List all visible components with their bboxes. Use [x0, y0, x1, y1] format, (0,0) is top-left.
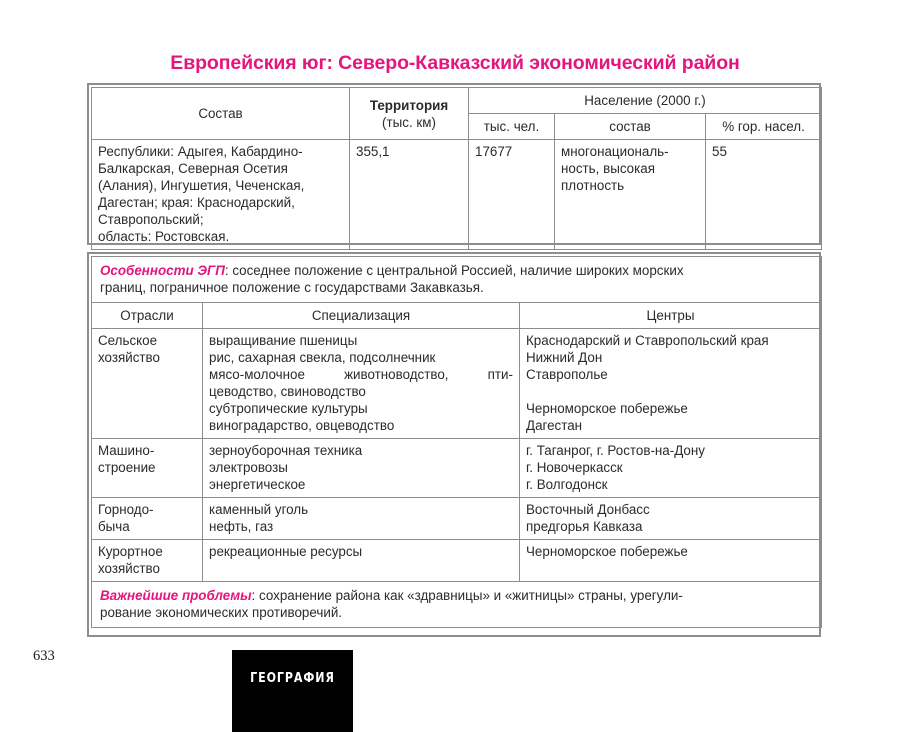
note-egp-text1: : соседнее положение с центральной Россией, наличие широких морских [224, 263, 684, 278]
table-row [92, 540, 822, 582]
note-egp-row [92, 257, 822, 303]
brand-box [232, 650, 353, 732]
population-structure-line: многонациональ- [561, 144, 669, 160]
header-territory-line1: Территория [369, 97, 449, 113]
centers-line: Восточный Донбасс [526, 502, 650, 518]
cell-specialization [203, 498, 520, 540]
note-egp [92, 257, 822, 303]
page-title: Европейския юг: Северо-Кавказский экономический район [170, 52, 740, 74]
specialization-line: зерноуборочная техника [209, 443, 363, 459]
cell-specialization [203, 329, 520, 439]
cell-specialization [203, 439, 520, 498]
centers-line: Черноморское побережье [526, 401, 688, 417]
composition-line: Республики: Адыгея, Кабардино- [98, 144, 303, 160]
composition-table-grid [91, 87, 822, 250]
cell-centers [520, 498, 822, 540]
cell-centers [520, 540, 822, 582]
table-row [92, 498, 822, 540]
note-problems-line2: рование экономических противоречий. [100, 605, 343, 621]
composition-line: Балкарская, Северная Осетия [98, 161, 288, 177]
economy-table [87, 252, 821, 637]
cell-branch [92, 439, 203, 498]
note-problems-row [92, 582, 822, 628]
centers-line: Краснодарский и Ставропольский края [526, 333, 769, 349]
centers-line: г. Таганрог, г. Ростов-на-Дону [526, 443, 705, 459]
centers-line: г. Волгодонск [526, 477, 608, 493]
header-population-structure: состав [555, 114, 706, 140]
note-problems-line1 [100, 587, 813, 604]
branch-line: Курортное [98, 544, 163, 560]
composition-line: область: Ростовская. [98, 229, 230, 245]
centers-line: Черноморское побережье [526, 544, 688, 560]
economy-table-body [92, 257, 822, 628]
header-population-thousands: тыс. чел. [469, 114, 555, 140]
note-problems [92, 582, 822, 628]
cell-urban-percent-value: 55 [706, 140, 822, 250]
specialization-line: виноградарство, овцеводство [209, 418, 395, 434]
cell-composition [92, 140, 350, 250]
economy-table-grid [91, 256, 822, 628]
cell-population-thousands-value: 17677 [469, 140, 555, 250]
note-egp-line2: границ, пограничное положение с государствами Закавказья. [100, 280, 484, 296]
economy-header-row [92, 303, 822, 329]
cell-branch [92, 498, 203, 540]
centers-line: г. Новочеркасск [526, 460, 623, 476]
centers-line: Ставрополье [526, 367, 608, 383]
branch-line: хозяйство [98, 350, 160, 366]
cell-centers [520, 439, 822, 498]
table-row [92, 439, 822, 498]
centers-line: Нижний Дон [526, 350, 603, 366]
specialization-line: электровозы [209, 460, 288, 476]
header-territory-line2: (тыс. км) [382, 114, 436, 130]
branch-line: Горнодо- [98, 502, 154, 518]
population-structure-line: плотность [561, 178, 625, 194]
specialization-line: субтропические культуры [209, 401, 368, 417]
specialization-line: мясо-молочное животноводство, пти- [209, 367, 513, 383]
branch-line: быча [98, 519, 130, 535]
branch-line: строение [98, 460, 156, 476]
note-egp-label: Особенности ЭГП [100, 263, 225, 278]
specialization-line: рис, сахарная свекла, подсолнечник [209, 350, 436, 366]
composition-line: Ставропольский; [98, 212, 204, 228]
header-centers: Центры [520, 303, 822, 329]
specialization-line: выращивание пшеницы [209, 333, 358, 349]
header-composition: Состав [92, 88, 350, 140]
header-population-group: Население (2000 г.) [469, 88, 822, 114]
composition-table [87, 83, 821, 245]
header-urban-percent: % гор. насел. [706, 114, 822, 140]
header-branches: Отрасли [92, 303, 203, 329]
branch-line: Сельское [98, 333, 158, 349]
specialization-line: рекреационные ресурсы [209, 544, 363, 560]
header-territory [350, 88, 469, 140]
note-egp-line1 [100, 262, 813, 279]
population-structure-line: ность, высокая [561, 161, 655, 177]
specialization-line-blank [209, 560, 513, 577]
cell-branch [92, 329, 203, 439]
composition-table-body [92, 140, 822, 250]
centers-line: Дагестан [526, 418, 583, 434]
specialization-line: каменный уголь [209, 502, 309, 518]
centers-line-blank [526, 560, 815, 577]
header-specialization: Специализация [203, 303, 520, 329]
brand-label: ГЕОГРАФИЯ [250, 670, 335, 686]
specialization-line: цеводство, свиноводство [209, 384, 366, 400]
note-problems-text1: : сохранение района как «здравницы» и «житницы» страны, урегули- [251, 588, 683, 604]
table-header-row [92, 88, 822, 114]
branch-line: Машино- [98, 443, 155, 459]
cell-territory-value: 355,1 [350, 140, 469, 250]
centers-line-blank [526, 383, 815, 400]
centers-line: предгорья Кавказа [526, 519, 643, 535]
cell-branch [92, 540, 203, 582]
cell-centers [520, 329, 822, 439]
table-row [92, 140, 822, 250]
cell-population-structure-value [555, 140, 706, 250]
composition-table-head [92, 88, 822, 140]
table-row [92, 329, 822, 439]
composition-line: (Алания), Ингушетия, Чеченская, [98, 178, 305, 194]
branch-line: хозяйство [98, 561, 160, 577]
specialization-line: энергетическое [209, 477, 306, 493]
page-number: 633 [33, 648, 55, 664]
note-problems-label: Важнейшие проблемы [100, 588, 252, 604]
cell-specialization [203, 540, 520, 582]
composition-line: Дагестан; края: Краснодарский, [98, 195, 295, 211]
specialization-line: нефть, газ [209, 519, 274, 535]
